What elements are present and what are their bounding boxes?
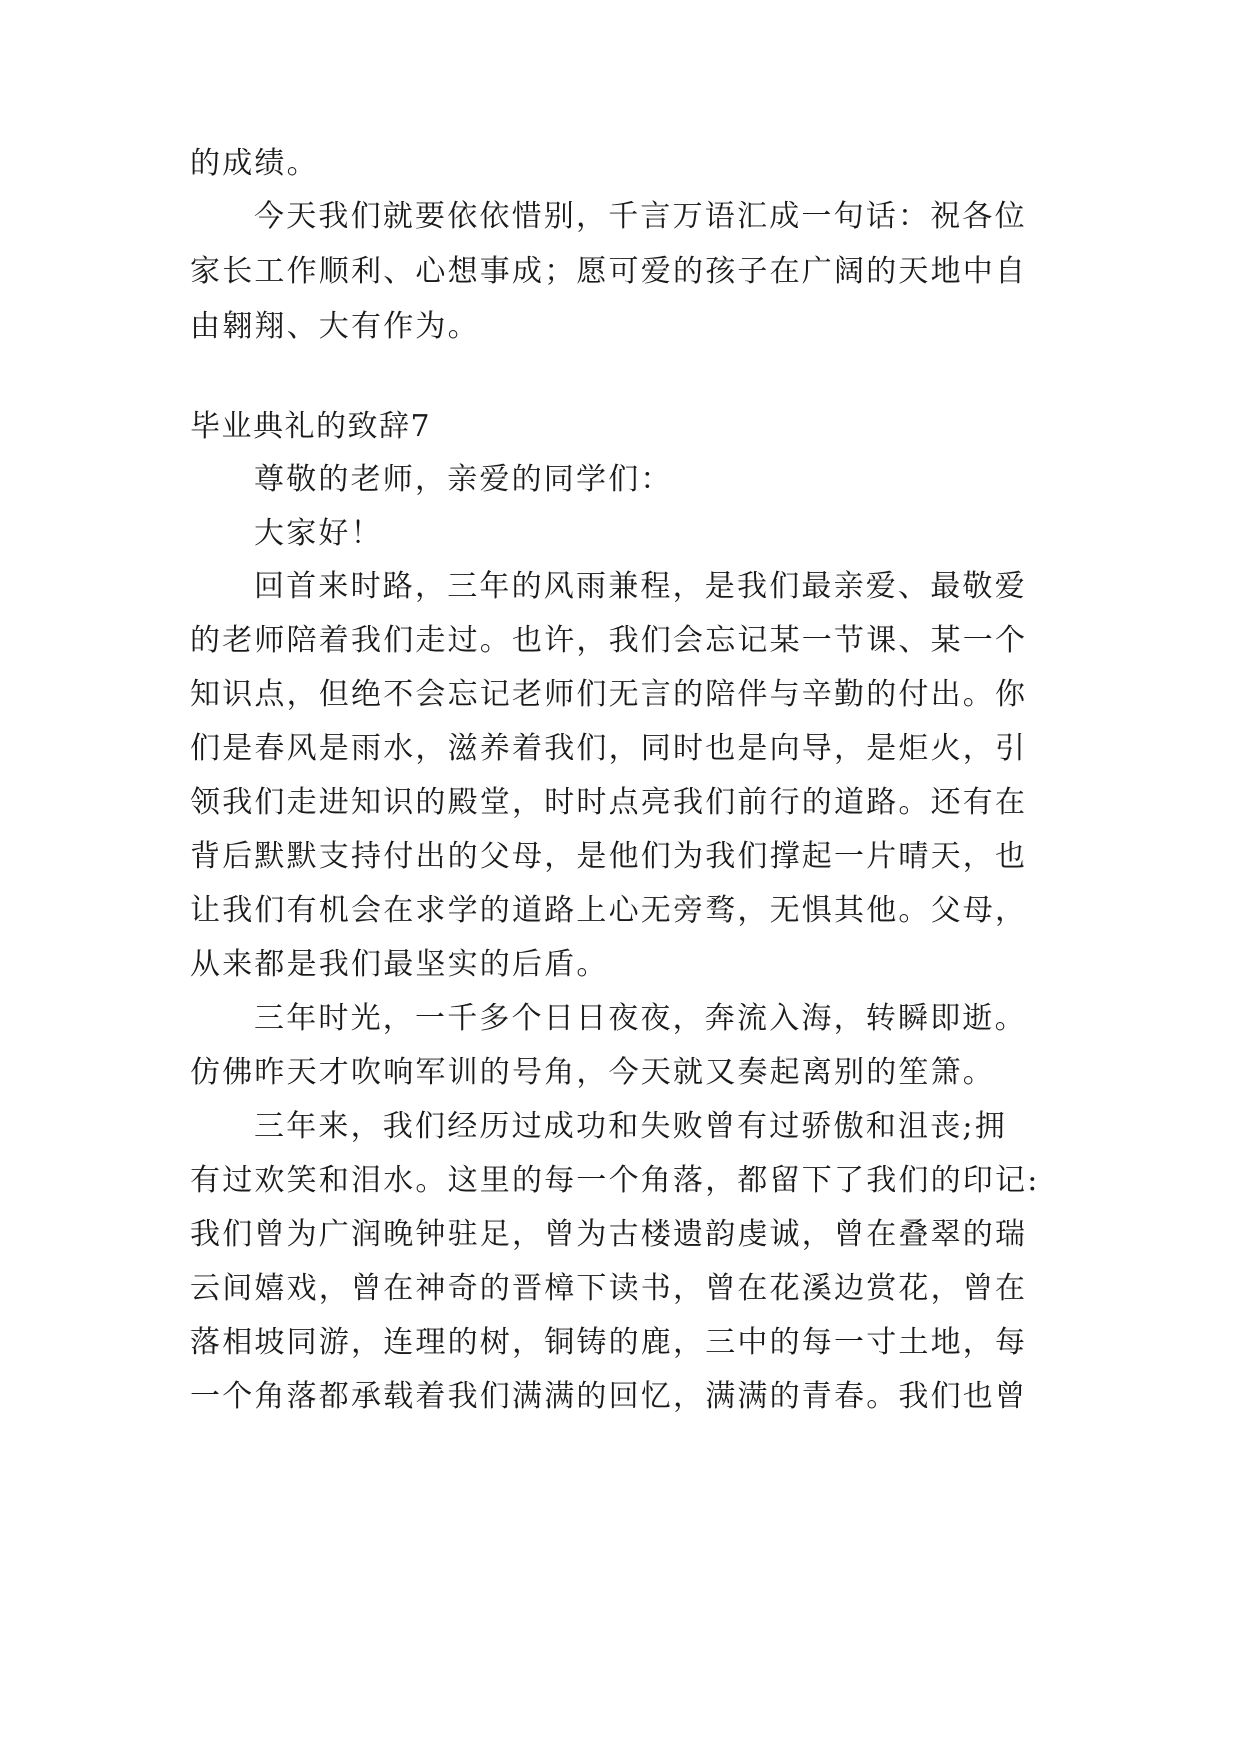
paragraph-line: 们是春风是雨水，滋养着我们，同时也是向导，是炬火，引 bbox=[190, 731, 1028, 766]
paragraph-line: 一个角落都承载着我们满满的回忆，满满的青春。我们也曾 bbox=[190, 1379, 1028, 1414]
greeting: 大家好！ bbox=[254, 516, 383, 551]
paragraph-line: 回首来时路，三年的风雨兼程，是我们最亲爱、最敬爱 bbox=[254, 569, 1027, 604]
paragraph-line: 的成绩。 bbox=[190, 146, 319, 181]
paragraph-line: 的老师陪着我们走过。也许，我们会忘记某一节课、某一个 bbox=[190, 623, 1028, 658]
paragraph-line: 知识点，但绝不会忘记老师们无言的陪伴与辛勤的付出。你 bbox=[190, 677, 1028, 712]
paragraph-line: 落相坡同游，连理的树，铜铸的鹿，三中的每一寸土地，每 bbox=[190, 1325, 1028, 1360]
salutation: 尊敬的老师，亲爱的同学们： bbox=[254, 462, 673, 497]
paragraph-line: 让我们有机会在求学的道路上心无旁骛，无惧其他。父母， bbox=[190, 893, 1028, 928]
paragraph-line: 三年时光，一千多个日日夜夜，奔流入海，转瞬即逝。 bbox=[254, 1001, 1027, 1036]
section-heading: 毕业典礼的致辞7 bbox=[190, 409, 432, 444]
paragraph-line: 背后默默支持付出的父母，是他们为我们撑起一片晴天，也 bbox=[190, 839, 1028, 874]
paragraph-line: 我们曾为广润晚钟驻足，曾为古楼遗韵虔诚，曾在叠翠的瑞 bbox=[190, 1217, 1028, 1252]
paragraph-line: 有过欢笑和泪水。这里的每一个角落，都留下了我们的印记: bbox=[190, 1163, 1040, 1198]
paragraph-line: 三年来，我们经历过成功和失败曾有过骄傲和沮丧;拥 bbox=[254, 1109, 1007, 1144]
paragraph-line: 领我们走进知识的殿堂，时时点亮我们前行的道路。还有在 bbox=[190, 785, 1028, 820]
paragraph-line: 云间嬉戏，曾在神奇的晋樟下读书，曾在花溪边赏花，曾在 bbox=[190, 1271, 1028, 1306]
paragraph-line: 仿佛昨天才吹响军训的号角，今天就又奏起离别的笙箫。 bbox=[190, 1055, 995, 1090]
paragraph-line: 今天我们就要依依惜别，千言万语汇成一句话：祝各位 bbox=[254, 199, 1027, 234]
paragraph-line: 从来都是我们最坚实的后盾。 bbox=[190, 947, 609, 982]
paragraph-line: 家长工作顺利、心想事成；愿可爱的孩子在广阔的天地中自 bbox=[190, 254, 1028, 289]
paragraph-line: 由翱翔、大有作为。 bbox=[190, 309, 480, 344]
